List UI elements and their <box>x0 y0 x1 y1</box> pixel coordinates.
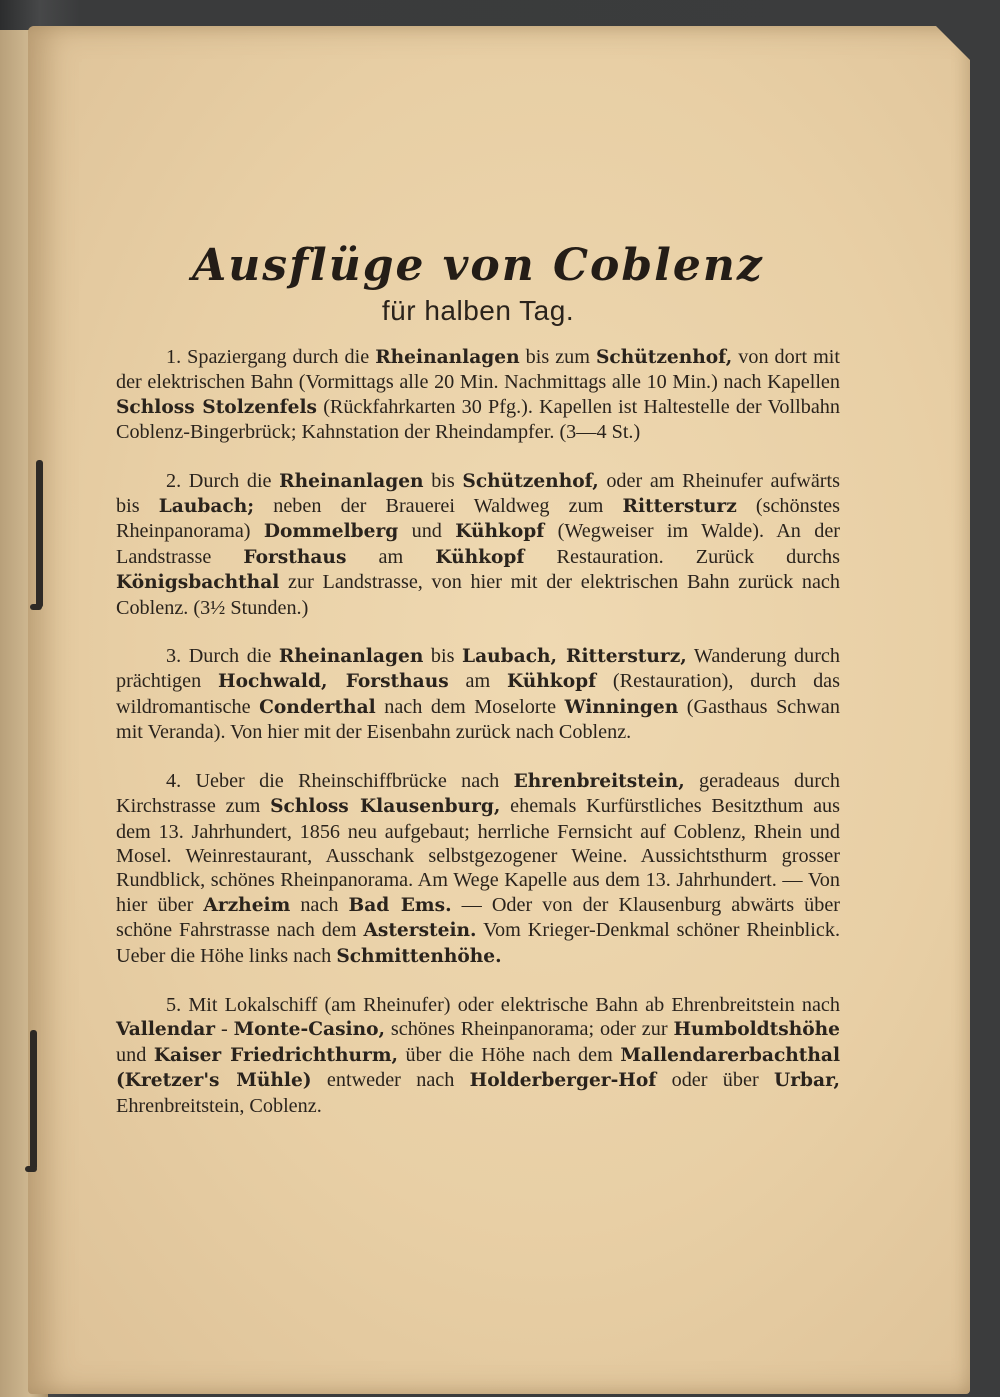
paragraph-text: entweder nach <box>311 1069 470 1092</box>
place-name: Urbar, <box>774 1070 840 1092</box>
page-content <box>116 238 840 1142</box>
paragraph-text: 5. Mit Lokalschiff (am Rheinufer) oder elektrische Bahn ab Ehrenbreitstein nach <box>166 993 840 1016</box>
paragraph-text: 1. Spaziergang durch die <box>166 346 376 368</box>
paragraph-text: 4. Ueber die Rheinschiffbrücke nach <box>166 769 514 792</box>
place-name: Kühkopf <box>507 671 597 693</box>
place-name: Kaiser Friedrichthurm, <box>153 1044 398 1066</box>
place-name: Winningen <box>564 696 679 718</box>
paragraph-text: 2. Durch die <box>166 469 280 492</box>
place-name: Schloss Klausenburg, <box>270 796 501 818</box>
paragraph-text: Vom Krieger-Denkmal schöner Rheinblick. Ueber die Höhe links nach <box>116 919 840 967</box>
paragraph-text: (Restauration), durch das wildromantische <box>116 670 840 718</box>
excursion-paragraph-2 <box>116 469 840 620</box>
paragraph-text: und <box>398 520 456 543</box>
paragraph-text: schönes Rheinpanorama; oder zur <box>385 1018 674 1041</box>
paragraph-text: nach <box>290 893 349 916</box>
paragraph-text: nach dem Moselorte <box>375 695 565 718</box>
paragraph-text: bis <box>423 645 463 668</box>
place-name: Forsthaus <box>243 546 347 568</box>
place-name: Rheinanlagen <box>279 470 424 492</box>
place-name: Rittersturz <box>622 496 737 518</box>
binding-stitch <box>36 460 43 608</box>
place-name: Schloss Stolzenfels <box>116 396 318 418</box>
paragraph-text: oder am Rheinufer aufwärts bis <box>116 469 840 518</box>
paragraph-text: am <box>346 545 436 568</box>
folded-page-corner <box>936 26 970 60</box>
place-name: Vallendar <box>116 1019 216 1041</box>
place-name: Dommelberg <box>263 521 399 543</box>
paragraph-text: Restauration. Zurück durchs <box>524 545 840 568</box>
excursion-paragraph-1 <box>116 345 840 445</box>
place-name: Hochwald, Forsthaus <box>218 671 449 693</box>
place-name: Rheinanlagen <box>375 347 520 368</box>
place-name: Königsbachthal <box>116 572 280 594</box>
paragraph-text: bis <box>423 469 463 492</box>
binding-stitch-hook <box>30 604 42 610</box>
place-name: Holderberger-Hof <box>469 1070 657 1092</box>
place-name: Asterstein. <box>363 920 477 942</box>
paragraph-text: geradeaus durch Kirchstrasse zum <box>116 769 840 818</box>
paragraph-text: neben der Brauerei Waldweg zum <box>254 495 623 518</box>
paragraph-text: (Gasthaus Schwan mit Veranda). Von hier mit der Eisenbahn zurück nach Coblenz. <box>116 695 840 744</box>
paragraph-text: von dort mit der elektrischen Bahn (Vormittags alle 20 Min. Nachmittags alle 10 Min.) nach Kapellen <box>116 346 840 394</box>
place-name: Rheinanlagen <box>278 646 424 668</box>
place-name: Bad Ems. <box>348 894 452 916</box>
paragraph-text: am <box>448 670 508 693</box>
paragraph-text: und <box>116 1043 154 1066</box>
excursion-paragraph-3 <box>116 644 840 745</box>
paragraph-text: (schönstes Rheinpanorama) <box>116 495 840 543</box>
place-name: Kühkopf <box>455 521 545 543</box>
place-name: Mallendarerbachthal (Kretzer's Mühle) <box>116 1044 841 1092</box>
paragraph-text: oder über <box>656 1069 775 1092</box>
place-name: Laubach, Rittersturz, <box>462 646 687 668</box>
excursion-paragraph-5 <box>116 993 840 1118</box>
paragraph-text: ehemals Kurfürstliches Besitzthum aus dem 13. Jahrhundert, 1856 neu aufgebaut; herrliche Fernsicht auf Coblenz, Rhein und Mosel. Weinrestaurant, Ausschank selbstgezogener Weine. Aussichtsthurm grosser Rundblick, schönes Rheinpanorama. Am Wege Kapelle aus dem 13. Jahrhundert. — Von hier über <box>116 795 841 916</box>
place-name: Humboldtshöhe <box>673 1019 840 1041</box>
place-name: Arzheim <box>203 894 291 916</box>
paragraph-text: zur Landstrasse, von hier mit der elektrischen Bahn zurück nach Coblenz. (3½ Stunden.) <box>116 571 840 619</box>
paragraph-text: (Wegweiser im Walde). An der Landstrasse <box>116 520 841 568</box>
place-name: Schützenhof, <box>462 470 599 492</box>
paragraph-text: — Oder von der Klausenburg abwärts über schöne Fahrstrasse nach dem <box>116 893 841 942</box>
paragraph-text: 3. Durch die <box>166 645 279 668</box>
place-name: Conderthal <box>259 696 376 718</box>
binding-stitch <box>30 1030 37 1170</box>
page-title: Ausflüge von Coblenz <box>192 240 764 291</box>
paragraph-text: Wanderung durch prächtigen <box>116 645 840 693</box>
paragraph-text: (Rückfahrkarten 30 Pfg.). Kapellen ist Haltestelle der Vollbahn Coblenz-Bingerbrück; Kahnstation der Rheindampfer. (3—4 St.) <box>116 395 840 444</box>
excursion-paragraph-4 <box>116 769 840 969</box>
place-name: Schmittenhöhe. <box>336 945 502 967</box>
place-name: Laubach; <box>158 496 255 518</box>
place-name: Kühkopf <box>435 546 525 568</box>
paragraph-text: über die Höhe nach dem <box>398 1043 621 1066</box>
place-name: Monte-Casino, <box>233 1019 386 1041</box>
place-name: Schützenhof, <box>595 347 733 368</box>
binding-stitch-hook <box>25 1166 37 1172</box>
place-name: Ehrenbreitstein, <box>513 770 685 792</box>
paragraph-text: - <box>215 1018 234 1041</box>
page-subtitle: für halben Tag. <box>381 295 575 326</box>
paragraph-text: Ehrenbreitstein, Coblenz. <box>116 1094 322 1117</box>
paragraph-text: bis zum <box>519 346 596 368</box>
